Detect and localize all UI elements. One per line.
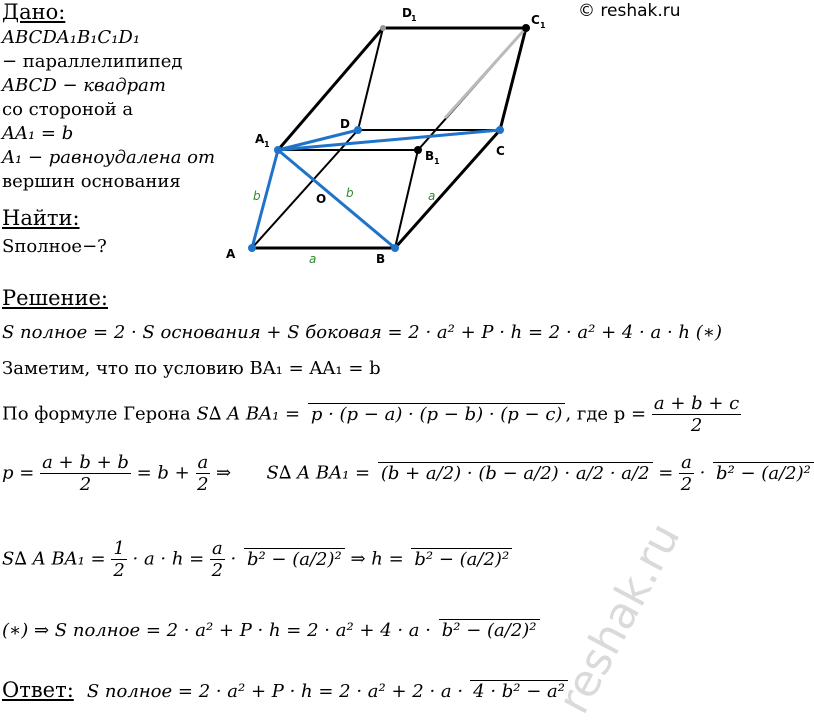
- s-half: [679, 452, 694, 495]
- final-lhs: (∗) ⇒ S полное = 2 · a² + P · h = 2 · a² + 4 · a ·: [2, 620, 431, 641]
- vertex-B: [391, 244, 399, 252]
- area-half-den: 2: [113, 560, 125, 581]
- heron-where: , где p =: [565, 403, 647, 425]
- answer-line: [2, 678, 568, 702]
- label-A1: A: [255, 132, 265, 146]
- given-line: − параллелипипед: [2, 51, 183, 72]
- solution-eq1: S полное = 2 · S основания + S боковая = 2 · a² + P · h = 2 · a² + 4 · a · h (∗): [2, 322, 722, 343]
- solution-note: Заметим, что по условию BA₁ = AA₁ = b: [2, 358, 381, 379]
- p-fraction: [40, 452, 131, 495]
- answer-radical: 4 · b² − a²: [470, 680, 568, 702]
- given-line: ABCDA₁B₁C₁D₁: [2, 27, 141, 48]
- label-edge-a-bottom: a: [309, 252, 317, 266]
- label-B1-sub: 1: [434, 157, 440, 166]
- given-title: Дано:: [2, 0, 66, 24]
- heron-p-den: 2: [690, 415, 703, 436]
- heron-p-num: a + b + c: [653, 393, 740, 414]
- area-half: [111, 538, 126, 581]
- label-D1: D: [402, 6, 412, 20]
- s-half-den: 2: [680, 474, 693, 495]
- label-edge-b-diag: b: [346, 186, 354, 200]
- label-D: D: [340, 117, 350, 131]
- h-radical: b² − (a/2)²: [411, 548, 512, 570]
- p-rhs-num: a: [197, 452, 209, 473]
- area-radical: b² − (a/2)²: [244, 548, 345, 570]
- given-list: [2, 26, 215, 194]
- watermark: reshak.ru: [548, 514, 691, 722]
- given-line: ABCD − квадрат: [2, 75, 166, 96]
- vertex-D1: [380, 25, 386, 31]
- heron-lhs: S∆ A BA₁ =: [196, 403, 301, 425]
- label-B: B: [376, 252, 386, 266]
- h-result: ⇒ h =: [350, 548, 404, 570]
- s-rhs-radical: b² − (a/2)²: [713, 462, 814, 484]
- p-rhs: = b +: [136, 462, 190, 484]
- area-mid: · a · h =: [132, 548, 205, 570]
- label-O: O: [316, 192, 327, 206]
- area-a-half-den: 2: [211, 560, 224, 581]
- parallelepiped-figure: [220, 0, 546, 275]
- label-C1: C: [531, 13, 540, 27]
- heron-p-fraction: [652, 393, 741, 436]
- answer-expr: S полное = 2 · a² + P · h = 2 · a² + 2 · a ·: [86, 681, 464, 702]
- area-half-num: 1: [113, 538, 125, 559]
- copyright-label: © reshak.ru: [578, 1, 681, 21]
- label-D1-sub: 1: [411, 14, 417, 23]
- p-arrow: ⇒: [215, 462, 232, 484]
- s-radical: (b + a/2) · (b − a/2) · a/2 · a/2: [378, 462, 653, 484]
- p-rhs-den: 2: [197, 474, 209, 495]
- p-den: 2: [79, 474, 92, 495]
- find-title: Найти:: [2, 206, 80, 230]
- vertex-D: [354, 126, 362, 134]
- s-half-num: a: [681, 452, 692, 473]
- given-line: AA₁ = b: [2, 123, 74, 144]
- label-edge-a-right: a: [428, 189, 436, 203]
- vertex-A1: [274, 146, 282, 154]
- edge-BC: [395, 130, 500, 248]
- p-num: a + b + b: [42, 452, 129, 473]
- given-line: со стороной a: [2, 99, 134, 120]
- p-line: p = $\frac{a + b + b}{2}$ = b + $\frac{a}{2}$ ⇒ S∆ A BA₁ = (b + a/2) · (b − a/2) · a/2 · a/2 = $\frac{a}{2}$ · b² − (a/2)²: [2, 452, 814, 495]
- heron-intro: По формуле Герона: [2, 403, 191, 425]
- label-C1-sub: 1: [540, 21, 546, 30]
- edge-A1C-blue: [278, 130, 500, 150]
- find-expr: Sполное−?: [2, 236, 107, 257]
- p-rhs-fraction: [196, 452, 211, 495]
- given-line: вершин основания: [2, 171, 181, 192]
- area-a-half: [210, 538, 225, 581]
- vertex-A: [248, 244, 256, 252]
- area-a-half-num: a: [212, 538, 223, 559]
- solution-title: Решение:: [2, 286, 109, 310]
- p-lhs: p =: [2, 462, 35, 484]
- final-line: [2, 619, 540, 641]
- s-eq: =: [658, 462, 674, 484]
- heron-line: [2, 393, 741, 436]
- final-radical: b² − (a/2)²: [439, 619, 540, 641]
- label-B1: B: [425, 149, 435, 163]
- label-A1-sub: 1: [264, 140, 270, 149]
- area-lhs: S∆ A BA₁ =: [2, 548, 106, 570]
- heron-radical: p · (p − a) · (p − b) · (p − c): [308, 403, 566, 425]
- vertex-C: [496, 126, 504, 134]
- given-line: A₁ − равноудалена от: [2, 147, 216, 168]
- area-line: S∆ A BA₁ = $\frac{1}{2}$ · a · h = $\frac{a}{2}$ · b² − (a/2)² ⇒ h = b² − (a/2)²: [2, 538, 512, 581]
- label-C: C: [496, 144, 505, 158]
- s-lhs: S∆ A BA₁ =: [266, 462, 371, 484]
- label-A: A: [226, 247, 236, 261]
- answer-title: Ответ:: [2, 678, 74, 702]
- vertex-B1: [414, 146, 422, 154]
- label-edge-b-left: b: [253, 189, 261, 203]
- vertex-C1: [522, 24, 530, 32]
